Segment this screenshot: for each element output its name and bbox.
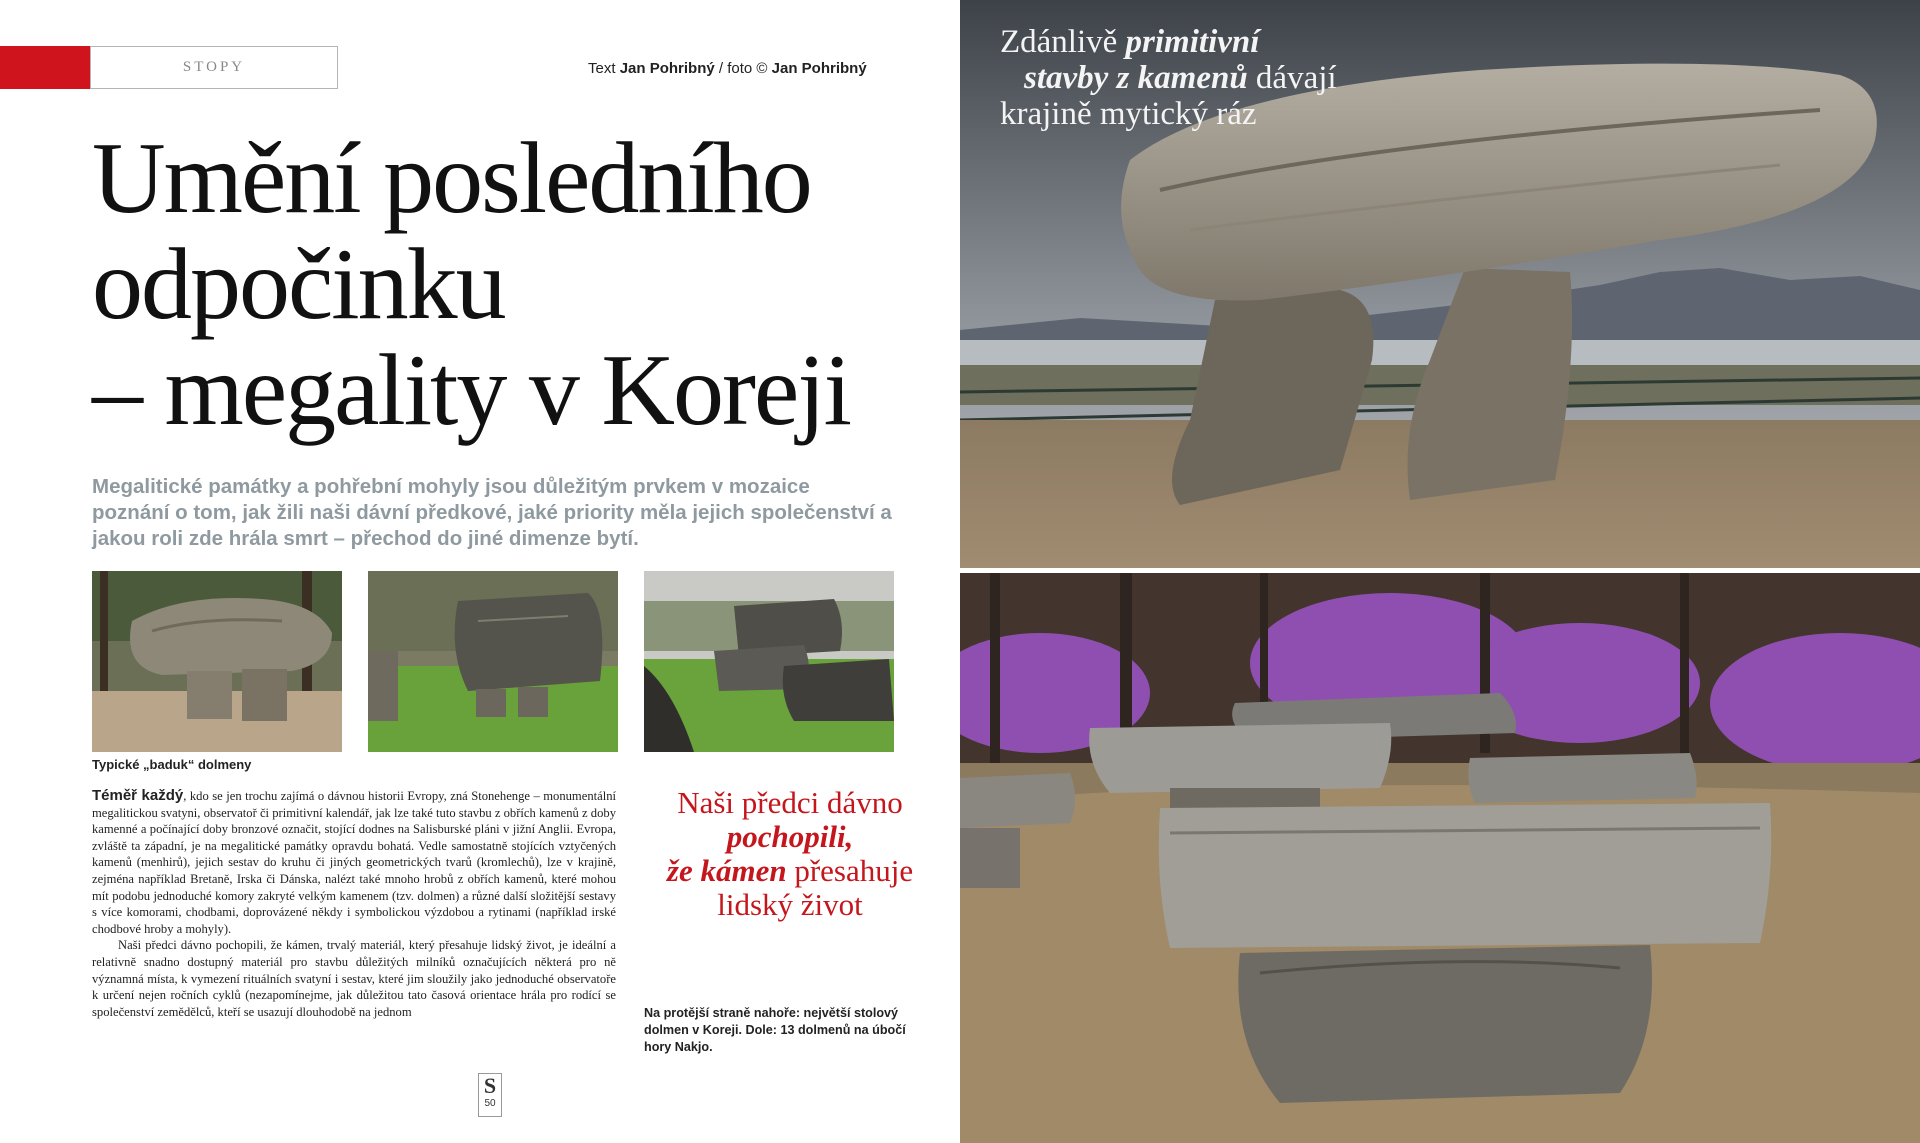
photo-caption: Na protější straně nahoře: největší stolový dolmen v Koreji. Dole: 13 dolmenů na úbočí hory Nakjo. xyxy=(644,1006,906,1054)
overlay-caption-line-1: Zdánlivě xyxy=(1000,24,1126,60)
overlay-caption-emphasis-2: stavby z kamenů xyxy=(1024,60,1248,96)
byline-author: Jan Pohribný xyxy=(619,60,715,77)
pull-quote xyxy=(640,786,940,922)
overlay-caption-line-3: krajině mytický ráz xyxy=(1000,96,1257,132)
nakjo-dolmens-photo xyxy=(960,573,1920,1143)
pull-quote-line-3-rest: přesahuje xyxy=(786,853,914,888)
article-body xyxy=(92,788,616,1020)
byline-separator: / foto © xyxy=(714,60,772,77)
article-headline xyxy=(92,122,952,447)
section-color-bar xyxy=(0,46,90,89)
dolmen-thumbnail-1 xyxy=(92,571,342,752)
magazine-logo: S xyxy=(483,1073,497,1098)
headline-line-1: Umění posledního xyxy=(92,122,811,235)
thumbnails-caption: Typické „baduk“ dolmeny xyxy=(92,757,252,772)
pull-quote-line-1: Naši předci dávno xyxy=(677,785,903,820)
byline xyxy=(588,60,894,77)
headline-line-2: odpočinku xyxy=(92,228,505,341)
overlay-caption-emphasis-1: primitivní xyxy=(1125,24,1260,60)
pull-quote-line-4: lidský život xyxy=(717,887,863,922)
body-paragraph-2: Naši předci dávno pochopili, že kámen, trvalý materiál, který přesahuje lidský život, je ideální a relativně snadno dostupný materiál pro stavbu důležitých milníků označujících některá pro ně významná místa, k vymezení rituálních svatyní i sestav, které jim sloužily jako jednoduché observatoře k určení nejen ročních cyklů (nezapomínejme, jak důležitou tato časová orientace hrála pro rodící se společenství zemědělců, kteří se usazují dlouhodobě na jednom xyxy=(92,938,616,1019)
page-number-box xyxy=(478,1073,502,1117)
byline-photographer: Jan Pohribný xyxy=(771,60,867,77)
pull-quote-emphasis-2: že kámen xyxy=(666,853,787,888)
page-number: 50 xyxy=(484,1098,496,1109)
section-label: STOPY xyxy=(90,46,338,89)
body-paragraph-1 xyxy=(92,788,616,937)
pull-quote-emphasis-1: pochopili, xyxy=(726,819,854,854)
dolmen-thumbnail-3 xyxy=(644,571,894,752)
body-lead-in: Téměř každý xyxy=(92,787,184,804)
byline-text-label: Text xyxy=(588,60,616,77)
body-paragraph-1-text: , kdo se jen trochu zajímá o dávnou historii Evropy, zná Stonehenge – monumentální megalitickou svatyni, observatoř či primitivní kalendář, jak lze také tuto stavbu z obřích kamenů z doby kamenné a počínající doby bronzové označit, stojící dodnes na Salisburské pláni v jižní Anglii. Evropa, zvláště ta západní, je na megalitické památky opravdu bohatá. Vedle samostatně stojících vztyčených kamenů (menhirů), jejich sestav do kruhu či jiných geometrických tvarů (kromlechů), lze v krajině, zejména například Bretaně, Irska či Dánska, nalézt také mnoho hrobů z obřích kamenů, které mohou mít podobu jednoduché komory zakryté velkým kamenem (tzv. dolmen) a různé další složitější sestavy s více komorami, chodbami, doprovázené někdy i symbolickou výzdobou a rytinami (například irské chodbové hroby a mohyly). xyxy=(92,789,616,936)
photo-overlay-caption xyxy=(1000,24,1430,132)
article-lead: Megalitické památky a pohřební mohyly jsou důležitým prvkem v mozaice poznání o tom, jak žili naši dávní předkové, jaké priority měla jejich společenství a jakou roli zde hrála smrt – přechod do jiné dimenze bytí. xyxy=(92,475,892,550)
overlay-caption-line-2-rest: dávají xyxy=(1247,60,1337,96)
headline-line-3: – megality v Koreji xyxy=(92,334,850,447)
dolmen-thumbnail-2 xyxy=(368,571,618,752)
